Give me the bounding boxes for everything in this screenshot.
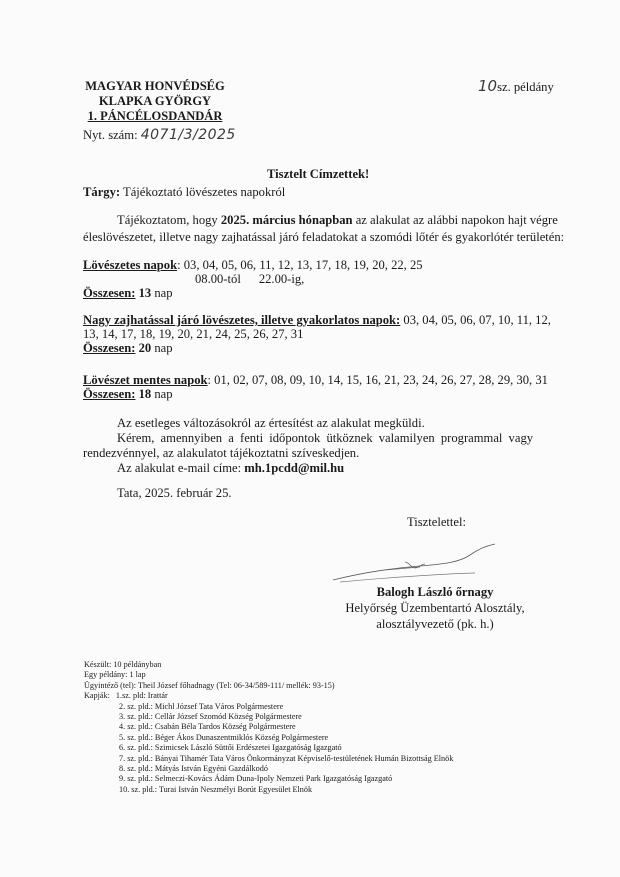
- signer-title-1: Helyőrség Üzembentartó Alosztály,: [345, 601, 525, 615]
- note-changes: Az esetleges változásokról az értesítést az alakulat megküldi.: [117, 416, 425, 430]
- intro-line-2: éleslövészetet, illetve nagy zajhatással járó feladatokat a szomódi lőtér és gyakorlótér területén:: [83, 230, 565, 244]
- subject-label: Tárgy:: [83, 185, 121, 199]
- no-shooting-days-heading: Lövészet mentes napok: [83, 373, 208, 387]
- kapjak-item: 2. sz. pld.: Michl József Tata Város Polgármestere: [119, 701, 284, 711]
- noise-days-section: [83, 313, 551, 355]
- total-unit: nap: [154, 341, 173, 355]
- total-unit: nap: [154, 286, 173, 300]
- total-value: 18: [138, 387, 152, 401]
- hours-from: 08.00-tól: [195, 272, 241, 286]
- total-value: 20: [138, 341, 152, 355]
- kapjak-item: 4. sz. pld.: Csabán Béla Tardos Község Polgármestere: [119, 722, 296, 732]
- intro-line-1: [83, 213, 564, 227]
- closing: Tisztelettel:: [407, 515, 467, 529]
- subject-line: [83, 185, 285, 199]
- noise-days-list-1: 03, 04, 05, 06, 07, 10, 11, 12,: [400, 313, 551, 327]
- signer-name: Balogh László őrnagy: [376, 585, 494, 599]
- noise-days-line-1: [83, 313, 551, 327]
- kapjak-label: Kapják:: [84, 691, 110, 701]
- noise-days-total: [83, 341, 551, 355]
- signer-block: [345, 585, 525, 631]
- no-shooting-days-list: : 01, 02, 07, 08, 09, 10, 14, 15, 16, 21, 23, 24, 26, 27, 28, 29, 30, 31: [207, 373, 548, 387]
- kapjak-item: 6. sz. pld.: Szimicsek László Süttői Erdészetei Igazgatóság Igazgató: [119, 743, 342, 753]
- footer-line: Egy példány: 1 lap: [84, 670, 146, 680]
- note-request-2: rendezvénnyel, az alakulatot tájékoztatni szíveskedjen.: [83, 446, 360, 460]
- place-date: Tata, 2025. február 25.: [117, 486, 232, 500]
- total-unit: nap: [154, 387, 173, 401]
- shooting-days-total: [83, 286, 423, 300]
- intro-part-2: az alakulat az alábbi napokon hajt végre: [352, 213, 558, 227]
- kapjak-line: [84, 691, 453, 701]
- intro-paragraph: [83, 213, 564, 244]
- kapjak-item: 9. sz. pld.: Selmeczi-Kovács Ádám Duna-Ipoly Nemzeti Park Igazgatóság Igazgató: [119, 774, 393, 784]
- reference-label: Nyt. szám:: [83, 128, 138, 142]
- notes-paragraph: [83, 416, 533, 476]
- copy-number-label: sz. példány: [497, 80, 554, 94]
- kapjak-item: 1.sz. pld: Irattár: [115, 691, 168, 701]
- note-request-1: Kérem, amennyiben a fenti időpontok ütköznek valamilyen programmal vagy: [117, 431, 534, 445]
- note-email: [83, 461, 533, 476]
- org-header: [70, 79, 240, 124]
- total-label: Összesen:: [83, 286, 136, 300]
- total-value: 13: [138, 286, 152, 300]
- distribution-footer: [84, 660, 453, 795]
- total-label: Összesen:: [83, 341, 136, 355]
- total-label: Összesen:: [83, 387, 136, 401]
- hours-to: 22.00-ig,: [258, 272, 305, 286]
- no-shooting-days-section: [83, 373, 548, 401]
- copy-number: [478, 79, 554, 94]
- kapjak-item: 8. sz. pld.: Mátyás István Egyéni Gazdálkodó: [119, 764, 268, 774]
- reference-handwritten: 4071/3/2025: [140, 127, 236, 143]
- org-subname: KLAPKA GYÖRGY: [98, 94, 212, 108]
- kapjak-item: 3. sz. pld.: Cellár József Szomód Község Polgármestere: [119, 712, 302, 722]
- reference-number: [83, 128, 236, 142]
- org-unit: 1. PÁNCÉLOSDANDÁR: [87, 109, 223, 123]
- noise-days-list-2: 13, 14, 17, 18, 19, 20, 21, 24, 25, 26, 27, 31: [83, 327, 304, 341]
- kapjak-item: 5. sz. pld.: Béger Ákos Dunaszentmiklós Község Polgármestere: [119, 732, 329, 742]
- subject-text: Tájékoztató lövészetes napokról: [123, 185, 286, 199]
- shooting-days-section: [83, 258, 423, 300]
- org-name: MAGYAR HONVÉDSÉG: [85, 79, 225, 93]
- no-shooting-days-total: [83, 387, 548, 401]
- kapjak-item: 7. sz. pld.: Bányai Tihamér Tata Város Önkormányzat Képviselő-testületének Humán Bizottság Elnök: [119, 753, 454, 763]
- shooting-days-list: : 03, 04, 05, 06, 11, 12, 13, 17, 18, 19, 20, 22, 25: [177, 258, 423, 272]
- shooting-days-line: [83, 258, 423, 272]
- copy-number-handwritten: 10: [478, 77, 498, 95]
- email-address: mh.1pcdd@mil.hu: [244, 461, 345, 475]
- signer-title-2: alosztályvezető (pk. h.): [376, 617, 494, 631]
- footer-line: Ügyintéző (tel): Theil József főhadnagy (Tel: 06-34/589-111/ mellék: 93-15): [84, 680, 335, 690]
- no-shooting-days-line: [83, 373, 548, 387]
- shooting-days-heading: Lövészetes napok: [83, 258, 178, 272]
- footer-line: Készült: 10 példányban: [84, 660, 162, 669]
- noise-days-heading: Nagy zajhatással járó lövészetes, illetve gyakorlatos napok:: [83, 313, 401, 327]
- intro-part-1: Tájékoztatom, hogy: [117, 213, 221, 227]
- kapjak-item: 10. sz. pld.: Turai István Neszmélyi Borút Egyesület Elnök: [119, 784, 313, 794]
- shooting-hours: [83, 272, 423, 286]
- kapjak-list: [84, 702, 453, 796]
- email-label: Az alakulat e-mail címe:: [117, 461, 245, 475]
- salutation: Tisztelt Címzettek!: [267, 167, 370, 181]
- signature-image: [325, 540, 525, 590]
- intro-bold-month: 2025. március hónapban: [220, 213, 353, 227]
